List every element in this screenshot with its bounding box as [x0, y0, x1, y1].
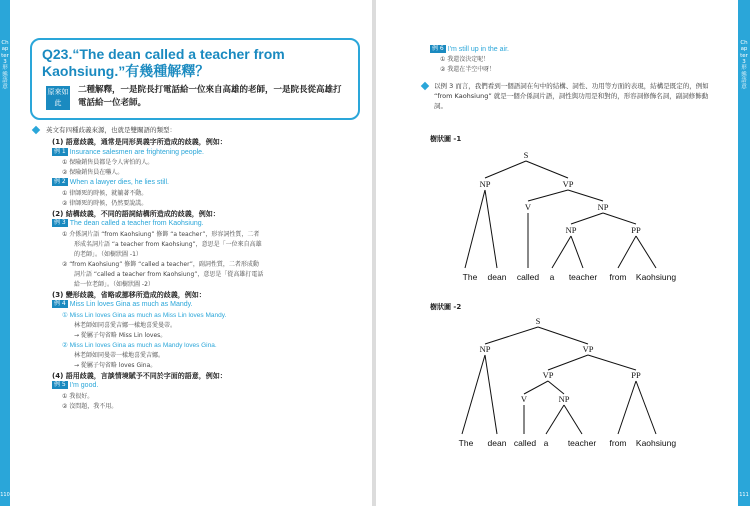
intro-paragraph [30, 125, 360, 135]
tree-word: teacher [568, 272, 598, 282]
section-heading: (4) 語用歧義，言談情境賦予不同於字面的語意，例如： [52, 371, 227, 380]
tree-word: called [513, 438, 537, 448]
example-item: 詞片語 “called a teacher from Kaohsiung”，意思是「從高雄打電話 [74, 270, 264, 278]
tree-node-label: NP [479, 179, 491, 189]
example-item: 林老師如同喜愛吉娜一樣地喜愛曼蒂。 [74, 321, 177, 329]
tree-node-label: VP [582, 344, 594, 354]
tree-branch [618, 381, 636, 434]
tree-word: dean [487, 272, 507, 282]
tree-branch [636, 381, 656, 434]
tree-branch [485, 190, 497, 268]
page-number: 111 [739, 492, 749, 498]
tree-branch [528, 190, 568, 201]
tree-branch [526, 161, 568, 178]
example-item: ② 我還在半空中呀！ [440, 66, 496, 73]
example-sentence [30, 178, 360, 189]
tree-word: The [462, 272, 478, 282]
example-sentence [30, 148, 360, 159]
example-sentence [30, 300, 360, 311]
example-item: ① 保險銷售員都是令人害怕的人。 [62, 159, 154, 166]
section-heading: (2) 結構歧義，不同的語詞結構所造成的歧義，例如： [52, 209, 220, 218]
example-item: 給一位老師」。（如樹狀圖 -2） [74, 280, 154, 288]
diamond-bullet-icon [32, 126, 40, 134]
syntax-tree-1 [440, 148, 730, 288]
tree-branch [524, 381, 548, 394]
example-item: ① 我很好。 [62, 392, 94, 400]
tree-node-label: NP [565, 225, 577, 235]
example-item: 形成名詞片語 “a teacher from Kaohsiung”，意思是「一位來自高雄 [74, 240, 262, 248]
tree-word: a [549, 272, 555, 282]
left-body [30, 125, 360, 412]
explanation-text: 以例 3 而言，我們看到一個語詞在句中的結構、詞性、功用等方面的表現，結構是既定的，例如 “from Kaohsiung” 就是一個介係詞片語，詞性與功用是和對的，形容詞修飾名詞，副詞修飾動詞。 [434, 82, 709, 110]
tree-node-label: S [523, 150, 529, 160]
example-item: ① 律師死的時候，就躺著不動。 [62, 189, 148, 197]
tree-branch [538, 327, 588, 344]
example-text: I'm still up in the air. [447, 46, 509, 53]
example-tag: 例 5 [54, 381, 66, 388]
tree-branch [548, 381, 564, 394]
tree-node-label: PP [631, 370, 641, 380]
tree-node-label: S [535, 316, 541, 326]
tree-branch [485, 161, 526, 178]
example-sentence [30, 219, 360, 230]
tree-branch [485, 355, 497, 434]
example-text: I'm good. [69, 382, 99, 389]
tree-branch [568, 190, 603, 201]
chapter-side-tab [738, 0, 750, 506]
example-item: ② 保險銷售員在嚇人。 [62, 169, 124, 176]
tree-word: from [609, 272, 627, 282]
tree-node-label: V [524, 202, 532, 212]
example-item: → 從屬子句省略 Miss Lin loves。 [74, 331, 167, 339]
example-tag: 例 6 [432, 45, 444, 52]
tree-word: Kaohsiung [635, 438, 677, 448]
tree-branch [485, 327, 538, 344]
tree-branch [636, 236, 656, 268]
example-tag: 例 3 [54, 219, 66, 226]
tree-node-label: PP [631, 225, 641, 235]
example-item: 林老師如同曼蒂一樣地喜愛吉娜。 [74, 351, 165, 359]
right-body [420, 44, 720, 111]
example-item: ① 介係詞片語 “from Kaohsiung” 修飾 “a teacher”，形容詞性質，二者 [62, 230, 260, 238]
tree-node-label: NP [558, 394, 570, 404]
example-tag: 例 4 [54, 300, 66, 307]
tree-word: from [609, 438, 627, 448]
answer-badge: 原來如此 [46, 86, 70, 110]
example-item: → 從屬子句省略 loves Gina。 [74, 361, 157, 369]
tree-word: dean [487, 438, 507, 448]
syntax-tree-2 [440, 316, 730, 456]
diamond-bullet-icon [421, 82, 429, 90]
tree-branch [603, 213, 636, 224]
question-title: Q23.“The dean called a teacher from Kaohsiung.”有幾種解釋？ [42, 46, 285, 79]
example-text: Miss Lin loves Gina as much as Mandy. [69, 301, 193, 308]
chapter-tab-label: Chapter 3 形態語意 [1, 40, 9, 91]
example-item: ② “from Kaohsiung” 修飾 “called a teacher”，副詞性質，二者形成動 [62, 260, 259, 268]
example-item: ② Miss Lin loves Gina as much as Mandy loves Gina. [62, 341, 217, 349]
explanation-paragraph [420, 81, 720, 111]
tree-1-label: 樹狀圖 -1 [430, 135, 462, 143]
example-item: ① 我還沒決定呢！ [440, 56, 490, 63]
chapter-tab-label: Chapter 3 形態語意 [740, 40, 748, 91]
tree-node-label: VP [562, 179, 574, 189]
example-item: ② 律師死的時候，仍然要說謊。 [62, 199, 148, 207]
tree-branch [564, 405, 582, 434]
tree-branch [571, 236, 583, 268]
tree-branch [571, 213, 603, 224]
example-text: Insurance salesmen are frightening people. [69, 148, 204, 156]
tree-word: The [458, 438, 474, 448]
example-tag: 例 1 [54, 147, 66, 155]
intro-text: 英文有四種歧義來源，也就是雙關語的類型： [46, 126, 176, 134]
example-item: ② 沒問題，我不用。 [62, 402, 118, 410]
example-item: 的老師」。（如樹狀圖 -1） [74, 250, 142, 258]
example-sentence [30, 381, 360, 392]
tree-node-label: V [520, 394, 528, 404]
tree-branch [465, 190, 485, 268]
tree-word: a [543, 438, 549, 448]
tree-node-label: VP [542, 370, 554, 380]
tree-word: teacher [567, 438, 597, 448]
section-heading: (1) 語意歧義，通常是同形異義字所造成的歧義，例如： [52, 138, 227, 146]
question-answer: 二種解釋，一是院長打電話給一位來自高雄的老師，一是院長從高雄打電話給一位老師。 [78, 85, 342, 108]
example-tag: 例 2 [54, 178, 66, 185]
tree-branch [546, 405, 564, 434]
tree-word: called [516, 272, 540, 282]
example-text: When a lawyer dies, he lies still. [69, 179, 169, 186]
tree-branch [462, 355, 485, 434]
example-text: The dean called a teacher from Kaohsiung. [69, 220, 204, 227]
tree-branch [548, 355, 588, 370]
question-box [30, 38, 360, 120]
section-heading: (3) 變形歧義，省略或挪移所造成的歧義，例如： [52, 290, 206, 299]
page-number: 110 [0, 492, 10, 498]
example-item: ① Miss Lin loves Gina as much as Miss Lin loves Mandy. [62, 311, 227, 319]
example-sentence [430, 44, 720, 55]
tree-word: Kaohsiung [635, 272, 677, 282]
tree-2-label: 樹狀圖 -2 [430, 303, 462, 311]
tree-node-label: NP [479, 344, 491, 354]
tree-branch [552, 236, 571, 268]
tree-branch [618, 236, 636, 268]
left-page [0, 0, 372, 506]
chapter-side-tab [0, 0, 10, 506]
tree-node-label: NP [597, 202, 609, 212]
tree-branch [588, 355, 636, 370]
